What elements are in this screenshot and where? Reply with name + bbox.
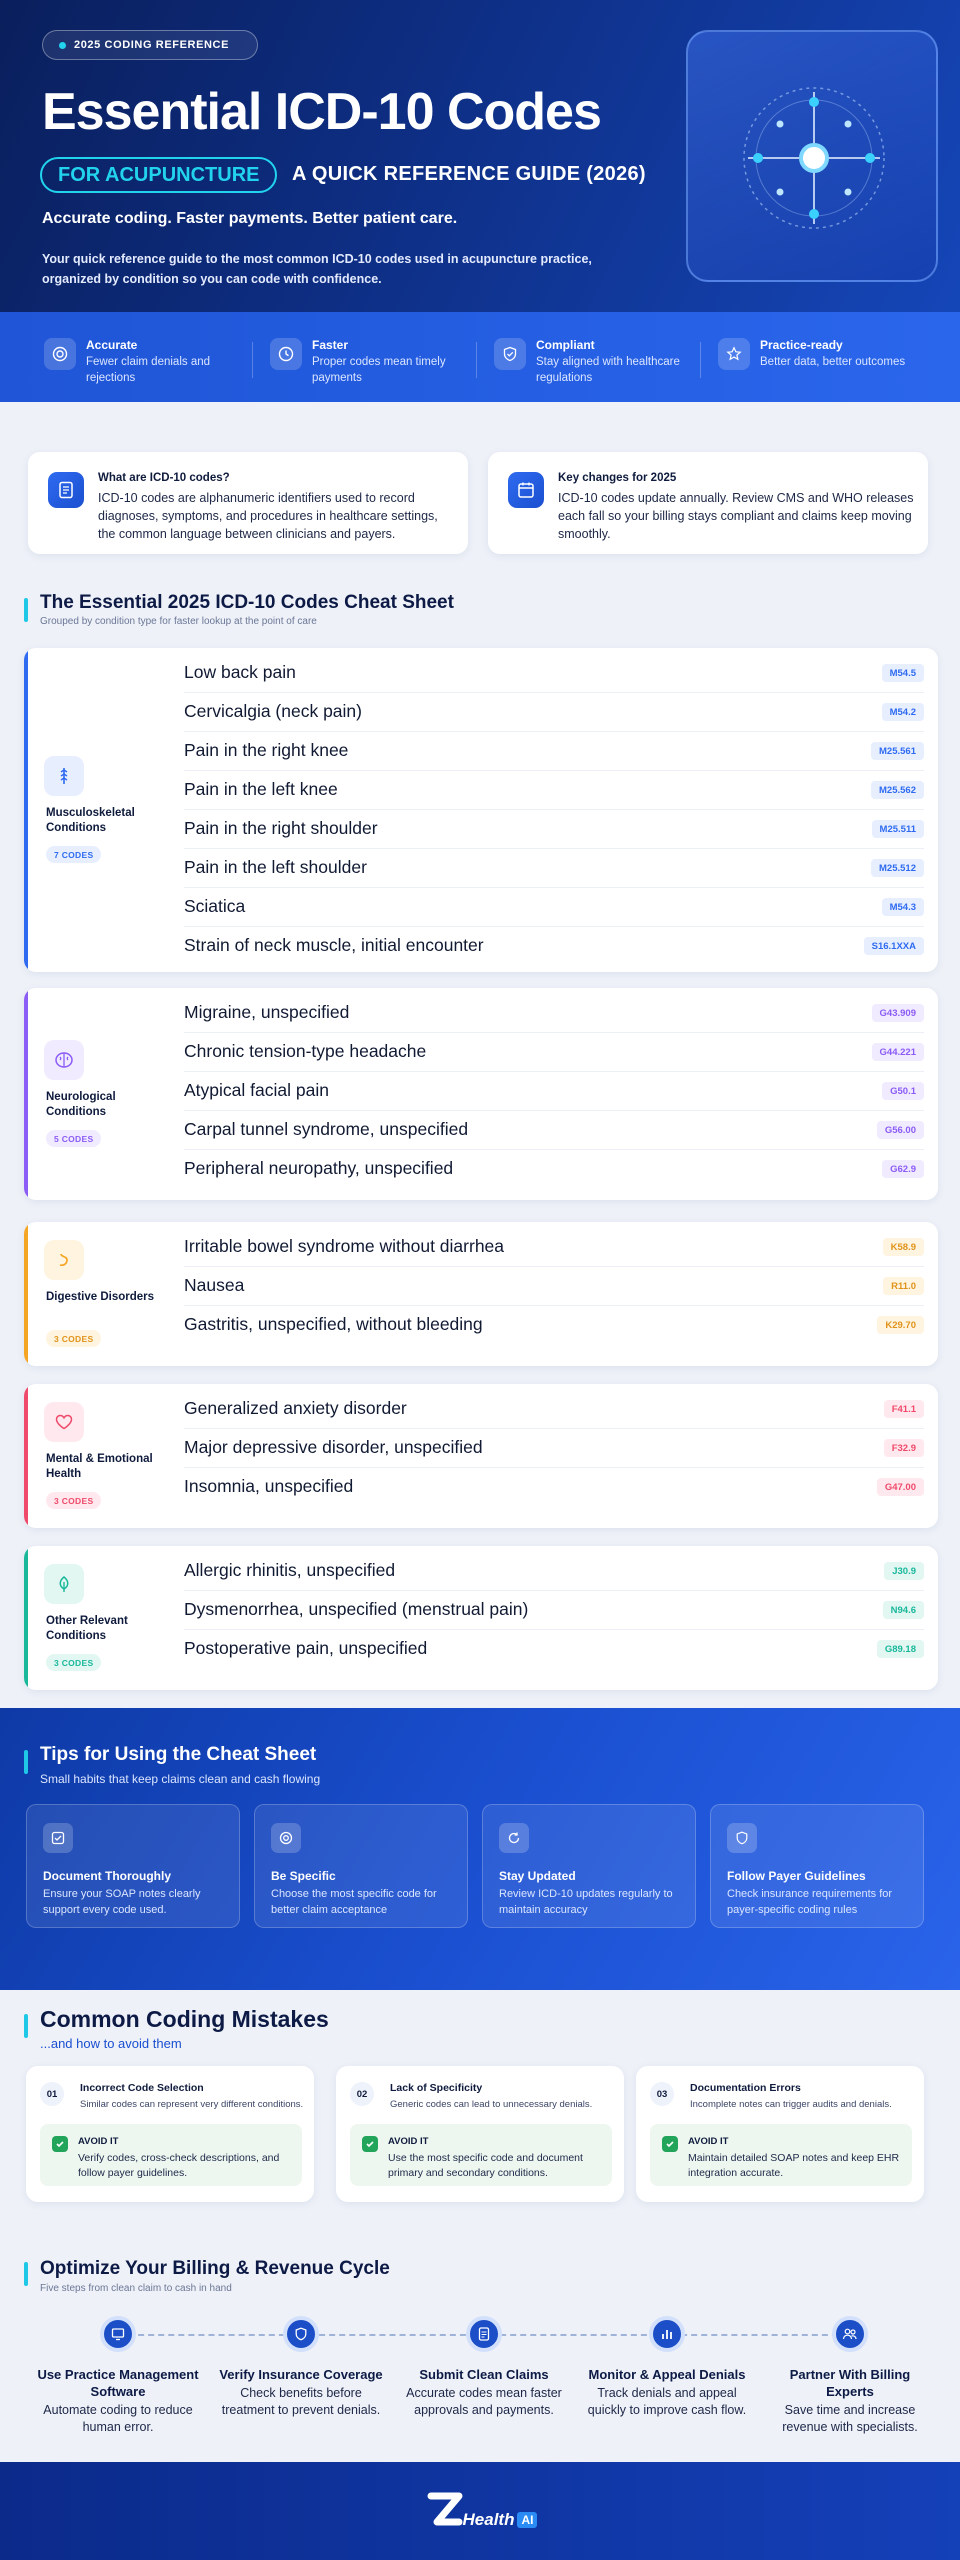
tip-card — [482, 1804, 696, 1928]
info-desc: ICD-10 codes are alphanumeric identifiers used to record diagnoses, symptoms, and procedures in healthcare settings, the common language between clinicians and payers. — [98, 491, 438, 541]
benefit-practice-ready — [718, 338, 928, 370]
tip-title: Follow Payer Guidelines — [727, 1869, 866, 1883]
condition-label: Pain in the right knee — [184, 740, 349, 760]
category-neurological — [24, 988, 938, 1200]
icd-code-badge: M25.511 — [872, 820, 924, 838]
bar-chart-icon — [649, 2316, 685, 2352]
benefit-title: Faster — [312, 338, 349, 352]
code-count-badge: 3 CODES — [46, 1330, 101, 1347]
icd-code-badge: G50.1 — [882, 1082, 924, 1100]
mistake-number: 03 — [650, 2082, 674, 2106]
tip-desc: Ensure your SOAP notes clearly support every code used. — [43, 1888, 201, 1916]
code-row — [184, 888, 924, 927]
heart-icon — [44, 1402, 84, 1442]
icd-code-badge: G62.9 — [882, 1160, 924, 1178]
benefit-title: Accurate — [86, 338, 138, 352]
code-row — [184, 1072, 924, 1111]
mistake-desc: Incomplete notes can trigger audits and denials. — [690, 2099, 892, 2110]
billing-subtitle: Five steps from clean claim to cash in hand — [40, 2283, 232, 2294]
condition-label: Peripheral neuropathy, unspecified — [184, 1158, 454, 1178]
benefit-desc: Stay aligned with healthcare regulations — [536, 356, 680, 384]
condition-label: Pain in the left knee — [184, 779, 338, 799]
tips-subtitle: Small habits that keep claims clean and cash flowing — [40, 1772, 321, 1786]
avoid-it-label: AVOID IT — [388, 2136, 429, 2147]
zhealth-logo[interactable] — [423, 2488, 538, 2534]
tip-card — [26, 1804, 240, 1928]
section-accent-bar — [24, 1750, 28, 1774]
icd-code-badge: G43.909 — [872, 1004, 924, 1022]
category-accent — [24, 1222, 28, 1366]
refresh-icon — [499, 1823, 529, 1853]
mistake-card — [336, 2066, 624, 2202]
target-icon — [44, 338, 76, 370]
code-row — [184, 1033, 924, 1072]
condition-label: Strain of neck muscle, initial encounter — [184, 935, 484, 955]
code-row — [184, 1552, 924, 1591]
info-card-key-changes — [488, 452, 928, 554]
code-count-badge: 3 CODES — [46, 1492, 101, 1509]
condition-label: Dysmenorrhea, unspecified (menstrual pain) — [184, 1599, 529, 1619]
code-row — [184, 994, 924, 1033]
category-accent — [24, 1384, 28, 1528]
benefit-desc: Better data, better outcomes — [760, 356, 906, 368]
condition-label: Insomnia, unspecified — [184, 1476, 354, 1496]
icd-code-badge: S16.1XXA — [864, 937, 924, 955]
category-name: Digestive Disorders — [46, 1291, 155, 1303]
code-row — [184, 1267, 924, 1306]
badge-label: 2025 CODING REFERENCE — [74, 39, 230, 51]
icd-code-badge: K58.9 — [883, 1238, 924, 1256]
tips-section — [0, 1708, 960, 1990]
mistakes-title: Common Coding Mistakes — [40, 2006, 329, 2032]
acupuncture-points-illustration — [686, 30, 938, 282]
badge-dot-icon — [59, 42, 66, 49]
code-row — [184, 654, 924, 693]
mistake-desc: Similar codes can represent very different conditions. — [80, 2099, 304, 2110]
category-accent — [24, 648, 28, 972]
hero-description: Your quick reference guide to the most common ICD-10 codes used in acupuncture practice, organized by condition so you can code with confidence. — [42, 252, 592, 286]
info-card-what-are-codes — [28, 452, 468, 554]
condition-label: Pain in the left shoulder — [184, 857, 367, 877]
condition-label: Cervicalgia (neck pain) — [184, 701, 362, 721]
step-title: Partner With Billing Experts — [789, 2367, 911, 2399]
benefit-compliant — [494, 338, 704, 386]
tip-title: Be Specific — [271, 1869, 336, 1883]
code-row — [184, 1630, 924, 1669]
code-row — [184, 927, 924, 966]
hero-subtitle: A QUICK REFERENCE GUIDE (2026) — [292, 163, 646, 185]
code-row — [184, 1468, 924, 1507]
icd-code-badge: G56.00 — [877, 1121, 924, 1139]
mistake-desc: Generic codes can lead to unnecessary denials. — [390, 2099, 593, 2110]
mistake-card — [636, 2066, 924, 2202]
stomach-icon — [44, 1240, 84, 1280]
code-count-badge: 3 CODES — [46, 1654, 101, 1671]
benefit-accurate — [44, 338, 254, 386]
avoid-it-desc: Use the most specific code and document primary and secondary conditions. — [388, 2152, 583, 2179]
icd-code-badge: K29.70 — [877, 1316, 924, 1334]
billing-step — [216, 2366, 386, 2419]
icd-code-badge: G89.18 — [877, 1640, 924, 1658]
star-icon — [718, 338, 750, 370]
shield-icon — [283, 2316, 319, 2352]
code-row — [184, 1591, 924, 1630]
mistake-title: Documentation Errors — [690, 2082, 801, 2094]
page-title: Essential ICD-10 Codes — [42, 83, 601, 141]
info-desc: ICD-10 codes update annually. Review CMS and WHO releases each fall so your billing stays compliant and claims keep moving smoothly. — [558, 491, 914, 541]
step-title: Verify Insurance Coverage — [219, 2367, 383, 2382]
calendar-icon — [508, 472, 544, 508]
leaf-icon — [44, 1564, 84, 1604]
benefit-desc: Proper codes mean timely payments — [312, 356, 446, 384]
icd-code-badge: R11.0 — [883, 1277, 924, 1295]
icd-code-badge: F41.1 — [884, 1400, 924, 1418]
condition-label: Atypical facial pain — [184, 1080, 329, 1100]
condition-label: Allergic rhinitis, unspecified — [184, 1560, 396, 1580]
category-name: Other Relevant Conditions — [46, 1615, 128, 1642]
code-row — [184, 1306, 924, 1345]
tip-title: Stay Updated — [499, 1869, 576, 1883]
billing-step — [765, 2366, 935, 2436]
section-accent-bar — [24, 598, 28, 622]
mistakes-subtitle: ...and how to avoid them — [40, 2036, 182, 2051]
info-title: What are ICD-10 codes? — [98, 472, 230, 484]
acupuncture-pill: FOR ACUPUNCTURE — [40, 157, 277, 193]
icd-code-badge: M25.562 — [871, 781, 924, 799]
mistake-number: 02 — [350, 2082, 374, 2106]
category-mental-health — [24, 1384, 938, 1528]
billing-title: Optimize Your Billing & Revenue Cycle — [40, 2258, 390, 2279]
code-row — [184, 732, 924, 771]
step-title: Monitor & Appeal Denials — [588, 2367, 746, 2382]
billing-step — [399, 2366, 569, 2419]
tip-desc: Review ICD-10 updates regularly to maintain accuracy — [499, 1888, 673, 1916]
icd-code-badge: M54.3 — [882, 898, 924, 916]
icd-code-badge: M25.512 — [871, 859, 924, 877]
category-accent — [24, 988, 28, 1200]
shield-icon — [727, 1823, 757, 1853]
footer — [0, 2462, 960, 2560]
icd-code-badge: G47.00 — [877, 1478, 924, 1496]
condition-label: Carpal tunnel syndrome, unspecified — [184, 1119, 469, 1139]
code-row — [184, 810, 924, 849]
icd-code-badge: F32.9 — [884, 1439, 924, 1457]
step-desc: Track denials and appeal quickly to improve cash flow. — [587, 2386, 747, 2417]
meridian-diagram-icon — [688, 32, 940, 284]
section-accent-bar — [24, 2262, 28, 2286]
icd-code-badge: N94.6 — [883, 1601, 924, 1619]
divider — [700, 342, 701, 378]
icd-code-badge: M25.561 — [871, 742, 924, 760]
info-title: Key changes for 2025 — [558, 472, 677, 484]
tip-desc: Choose the most specific code for better claim acceptance — [271, 1888, 437, 1916]
brain-icon — [44, 1040, 84, 1080]
code-row — [184, 771, 924, 810]
icd-code-badge: M54.5 — [882, 664, 924, 682]
condition-label: Sciatica — [184, 896, 246, 916]
condition-label: Gastritis, unspecified, without bleeding — [184, 1314, 483, 1334]
avoid-it-label: AVOID IT — [688, 2136, 729, 2147]
tip-card — [710, 1804, 924, 1928]
benefit-title: Practice-ready — [760, 338, 843, 352]
mistake-card — [26, 2066, 314, 2202]
z-logo-icon — [423, 2488, 467, 2534]
divider — [252, 342, 253, 378]
code-row — [184, 849, 924, 888]
tip-desc: Check insurance requirements for payer-specific coding rules — [727, 1888, 893, 1916]
category-musculoskeletal — [24, 648, 938, 972]
monitor-icon — [100, 2316, 136, 2352]
code-row — [184, 1429, 924, 1468]
category-accent — [24, 1546, 28, 1690]
condition-label: Low back pain — [184, 662, 296, 682]
avoid-it-desc: Verify codes, cross-check descriptions, and follow payer guidelines. — [78, 2152, 280, 2179]
hero-tagline: Accurate coding. Faster payments. Better patient care. — [42, 210, 458, 227]
hero-banner — [0, 0, 960, 312]
avoid-it-box — [350, 2124, 612, 2186]
mistake-number: 01 — [40, 2082, 64, 2106]
tip-card — [254, 1804, 468, 1928]
divider — [476, 342, 477, 378]
logo-ai-badge: AI — [517, 2512, 537, 2528]
target-icon — [271, 1823, 301, 1853]
document-icon — [48, 472, 84, 508]
benefits-strip — [0, 312, 960, 402]
code-row — [184, 1390, 924, 1429]
step-desc: Check benefits before treatment to prevent denials. — [221, 2386, 381, 2417]
cheatsheet-subtitle: Grouped by condition type for faster lookup at the point of care — [40, 616, 317, 627]
benefit-title: Compliant — [536, 338, 595, 352]
tips-title: Tips for Using the Cheat Sheet — [40, 1744, 317, 1765]
mistake-title: Lack of Specificity — [390, 2082, 483, 2094]
condition-label: Generalized anxiety disorder — [184, 1398, 407, 1418]
code-count-badge: 5 CODES — [46, 1130, 101, 1147]
category-name: Mental & Emotional Health — [46, 1453, 153, 1480]
condition-label: Pain in the right shoulder — [184, 818, 378, 838]
step-desc: Accurate codes mean faster approvals and payments. — [406, 2386, 562, 2417]
step-title: Use Practice Management Software — [37, 2367, 199, 2399]
benefit-faster — [270, 338, 480, 386]
avoid-it-label: AVOID IT — [78, 2136, 119, 2147]
avoid-it-box — [650, 2124, 912, 2186]
step-desc: Save time and increase revenue with specialists. — [782, 2403, 918, 2434]
category-other — [24, 1546, 938, 1690]
condition-label: Major depressive disorder, unspecified — [184, 1437, 483, 1457]
code-row — [184, 1150, 924, 1189]
checklist-icon — [43, 1823, 73, 1853]
code-row — [184, 693, 924, 732]
section-accent-bar — [24, 2014, 28, 2038]
category-name: Neurological Conditions — [46, 1091, 116, 1118]
avoid-it-box — [40, 2124, 302, 2186]
benefit-desc: Fewer claim denials and rejections — [86, 356, 211, 384]
people-icon — [832, 2316, 868, 2352]
code-row — [184, 1228, 924, 1267]
icd-code-badge: M54.2 — [882, 703, 924, 721]
tip-title: Document Thoroughly — [43, 1869, 171, 1883]
condition-label: Postoperative pain, unspecified — [184, 1638, 428, 1658]
logo-text: Health — [462, 2510, 515, 2529]
mistake-title: Incorrect Code Selection — [80, 2082, 204, 2094]
check-icon — [362, 2136, 378, 2152]
avoid-it-desc: Maintain detailed SOAP notes and keep EHR integration accurate. — [688, 2152, 900, 2179]
billing-step — [582, 2366, 752, 2419]
condition-label: Nausea — [184, 1275, 245, 1295]
icd-code-badge: J30.9 — [884, 1562, 924, 1580]
condition-label: Migraine, unspecified — [184, 1002, 350, 1022]
check-icon — [52, 2136, 68, 2152]
coding-reference-badge — [42, 30, 258, 60]
category-digestive — [24, 1222, 938, 1366]
step-desc: Automate coding to reduce human error. — [43, 2403, 193, 2434]
code-count-badge: 7 CODES — [46, 846, 101, 863]
clock-icon — [270, 338, 302, 370]
document-icon — [466, 2316, 502, 2352]
billing-step — [33, 2366, 203, 2436]
shield-check-icon — [494, 338, 526, 370]
cheatsheet-title: The Essential 2025 ICD-10 Codes Cheat Sheet — [40, 592, 454, 613]
condition-label: Irritable bowel syndrome without diarrhea — [184, 1236, 505, 1256]
condition-label: Chronic tension-type headache — [184, 1041, 427, 1061]
icd-code-badge: G44.221 — [872, 1043, 924, 1061]
code-row — [184, 1111, 924, 1150]
category-name: Musculoskeletal Conditions — [46, 807, 135, 834]
spine-icon — [44, 756, 84, 796]
step-title: Submit Clean Claims — [419, 2367, 549, 2382]
check-icon — [662, 2136, 678, 2152]
